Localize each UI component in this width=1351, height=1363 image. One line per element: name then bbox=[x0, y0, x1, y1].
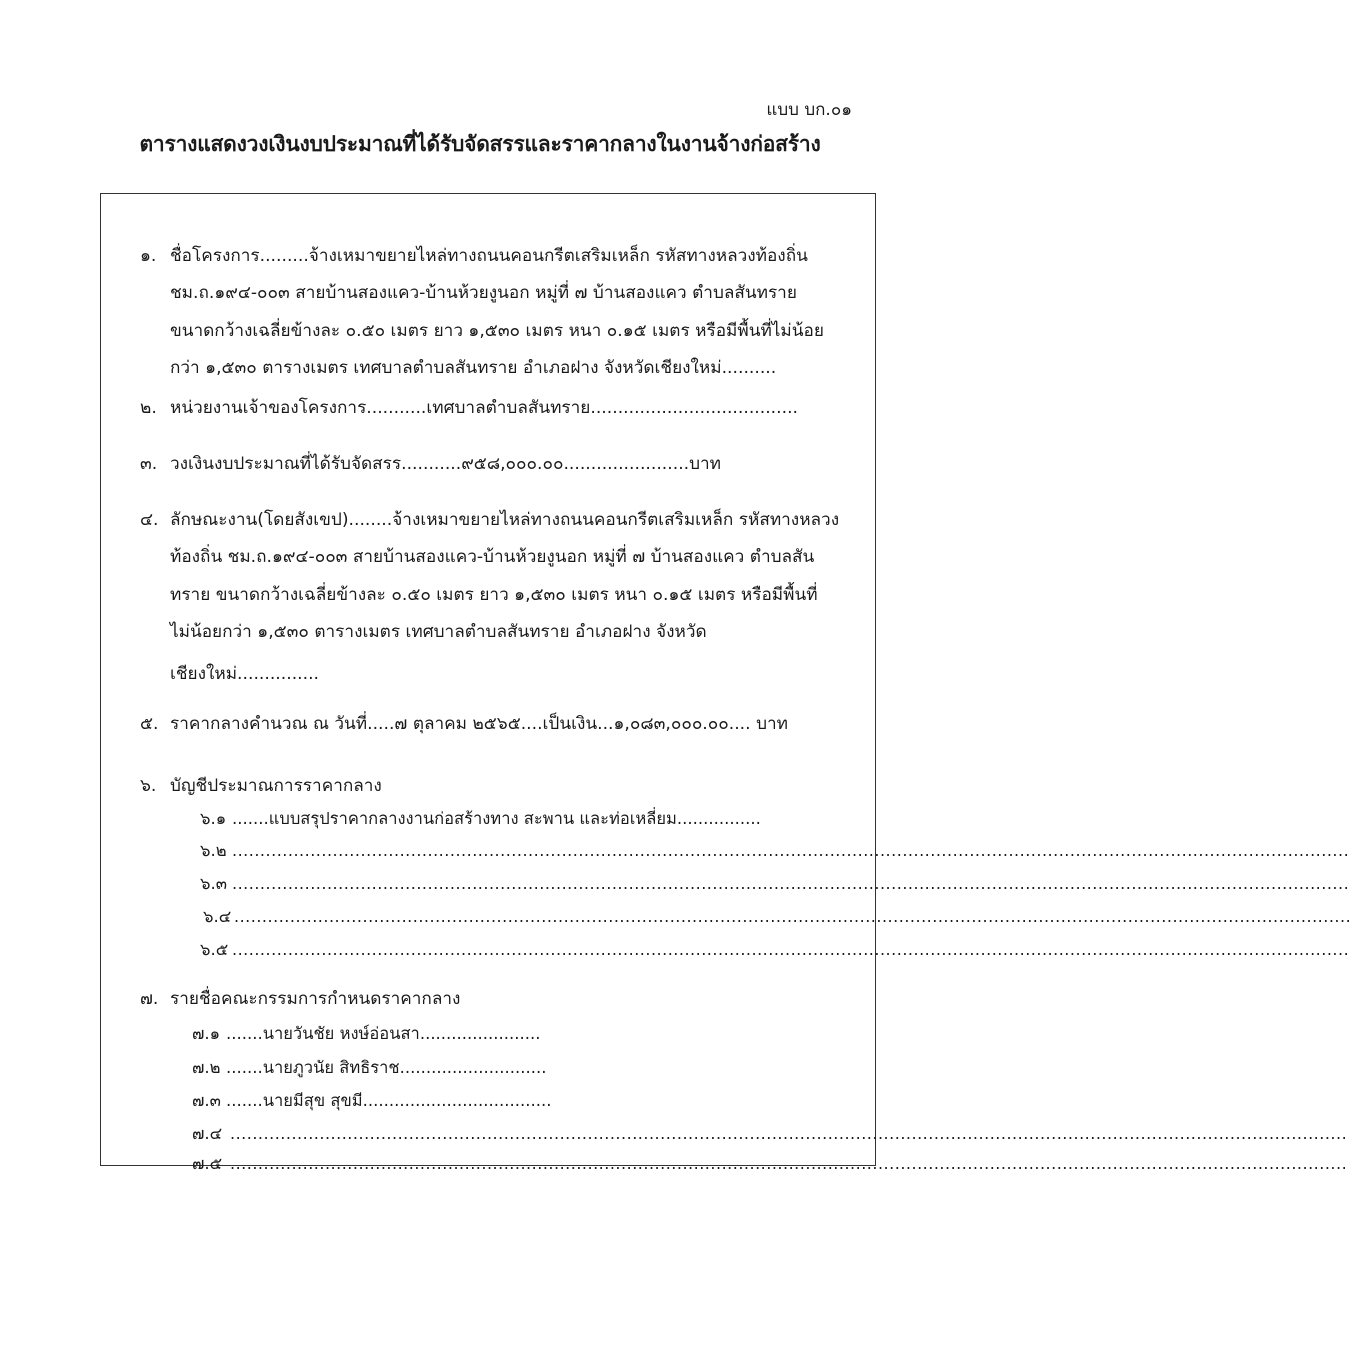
item-6-number: ๖. bbox=[140, 776, 157, 796]
item-7-3-text: .......นายมีสุข สุขมี.................................... bbox=[226, 1091, 552, 1110]
item-6-4-dotted-line: ........................................................................................................................................................................................................ bbox=[234, 907, 1351, 926]
item-4-line-3: ทราย ขนาดกว้างเฉลี่ยข้างละ ๐.๕๐ เมตร ยาว ๑,๕๓๐ เมตร หนา ๐.๑๕ เมตร หรือมีพื้นที่ bbox=[170, 585, 818, 605]
item-6-heading: บัญชีประมาณการราคากลาง bbox=[170, 776, 382, 796]
item-6-5-dotted-line: ........................................................................................................................................................................................................ bbox=[232, 940, 1350, 959]
item-6-2-dotted-line: ........................................................................................................................................................................................................ bbox=[232, 841, 1350, 860]
item-1-line-4: กว่า ๑,๕๓๐ ตารางเมตร เทศบาลตำบลสันทราย อำเภอฝาง จังหวัดเชียงใหม่.......... bbox=[170, 358, 777, 378]
item-6-4-label: ๖.๔ bbox=[203, 907, 232, 926]
item-1-line-3: ขนาดกว้างเฉลี่ยข้างละ ๐.๕๐ เมตร ยาว ๑,๕๓๐ เมตร หนา ๐.๑๕ เมตร หรือมีพื้นที่ไม่น้อย bbox=[170, 321, 824, 341]
item-2-number: ๒. bbox=[140, 398, 157, 418]
item-7-5-dotted-line: ........................................................................................................................................................................................................ bbox=[230, 1154, 1348, 1173]
item-6-2-label: ๖.๒ bbox=[200, 841, 227, 860]
item-6-1-text: .......แบบสรุปราคากลางงานก่อสร้างทาง สะพาน และท่อเหลี่ยม................ bbox=[232, 809, 761, 828]
item-4-line-5: เชียงใหม่............... bbox=[170, 664, 320, 684]
item-3-text: วงเงินงบประมาณที่ได้รับจัดสรร...........๙๕๘,๐๐๐.๐๐.......................บาท bbox=[170, 454, 722, 474]
item-7-1-label: ๗.๑ bbox=[192, 1024, 221, 1043]
item-7-4-label: ๗.๔ bbox=[192, 1124, 223, 1143]
item-5-text: ราคากลางคำนวณ ณ วันที่.....๗ ตุลาคม ๒๕๖๕....เป็นเงิน...๑,๐๘๓,๐๐๐.๐๐.... บาท bbox=[170, 714, 788, 734]
item-7-1-text: .......นายวันชัย หงษ์อ่อนสา....................... bbox=[226, 1024, 541, 1043]
form-code: แบบ บก.๐๑ bbox=[766, 100, 852, 120]
item-7-4-dotted-line: ........................................................................................................................................................................................................ bbox=[230, 1124, 1348, 1143]
item-1-line-1: ชื่อโครงการ.........จ้างเหมาขยายไหล่ทางถนนคอนกรีตเสริมเหล็ก รหัสทางหลวงท้องถิ่น bbox=[170, 246, 808, 266]
item-1-line-2: ชม.ถ.๑๙๔-๐๐๓ สายบ้านสองแคว-บ้านห้วยงูนอก หมู่ที่ ๗ บ้านสองแคว ตำบลสันทราย bbox=[170, 283, 797, 303]
item-4-number: ๔. bbox=[140, 510, 159, 530]
item-4-line-2: ท้องถิ่น ชม.ถ.๑๙๔-๐๐๓ สายบ้านสองแคว-บ้านห้วยงูนอก หมู่ที่ ๗ บ้านสองแคว ตำบลสัน bbox=[170, 547, 815, 567]
item-3-number: ๓. bbox=[140, 454, 158, 474]
item-7-5-label: ๗.๕ bbox=[192, 1154, 223, 1173]
document-title: ตารางแสดงวงเงินงบประมาณที่ได้รับจัดสรรและราคากลางในงานจ้างก่อสร้าง bbox=[139, 132, 821, 156]
item-7-number: ๗. bbox=[140, 989, 159, 1009]
item-1-number: ๑. bbox=[140, 246, 157, 266]
item-4-line-4: ไม่น้อยกว่า ๑,๕๓๐ ตารางเมตร เทศบาลตำบลสันทราย อำเภอฝาง จังหวัด bbox=[170, 622, 707, 642]
item-7-2-text: .......นายภูวนัย สิทธิราช............................ bbox=[226, 1058, 547, 1077]
item-7-heading: รายชื่อคณะกรรมการกำหนดราคากลาง bbox=[170, 989, 461, 1009]
item-6-3-label: ๖.๓ bbox=[200, 874, 227, 893]
item-7-3-label: ๗.๓ bbox=[192, 1091, 221, 1110]
item-4-line-1: ลักษณะงาน(โดยสังเขป)........จ้างเหมาขยายไหล่ทางถนนคอนกรีตเสริมเหล็ก รหัสทางหลวง bbox=[170, 510, 840, 530]
item-6-5-label: ๖.๕ bbox=[200, 940, 229, 959]
item-6-1-label: ๖.๑ bbox=[200, 809, 227, 828]
item-2-text: หน่วยงานเจ้าของโครงการ...........เทศบาลตำบลสันทราย...................................... bbox=[170, 398, 798, 418]
item-5-number: ๕. bbox=[140, 714, 159, 734]
item-7-2-label: ๗.๒ bbox=[192, 1058, 221, 1077]
item-6-3-dotted-line: ........................................................................................................................................................................................................ bbox=[232, 874, 1350, 893]
